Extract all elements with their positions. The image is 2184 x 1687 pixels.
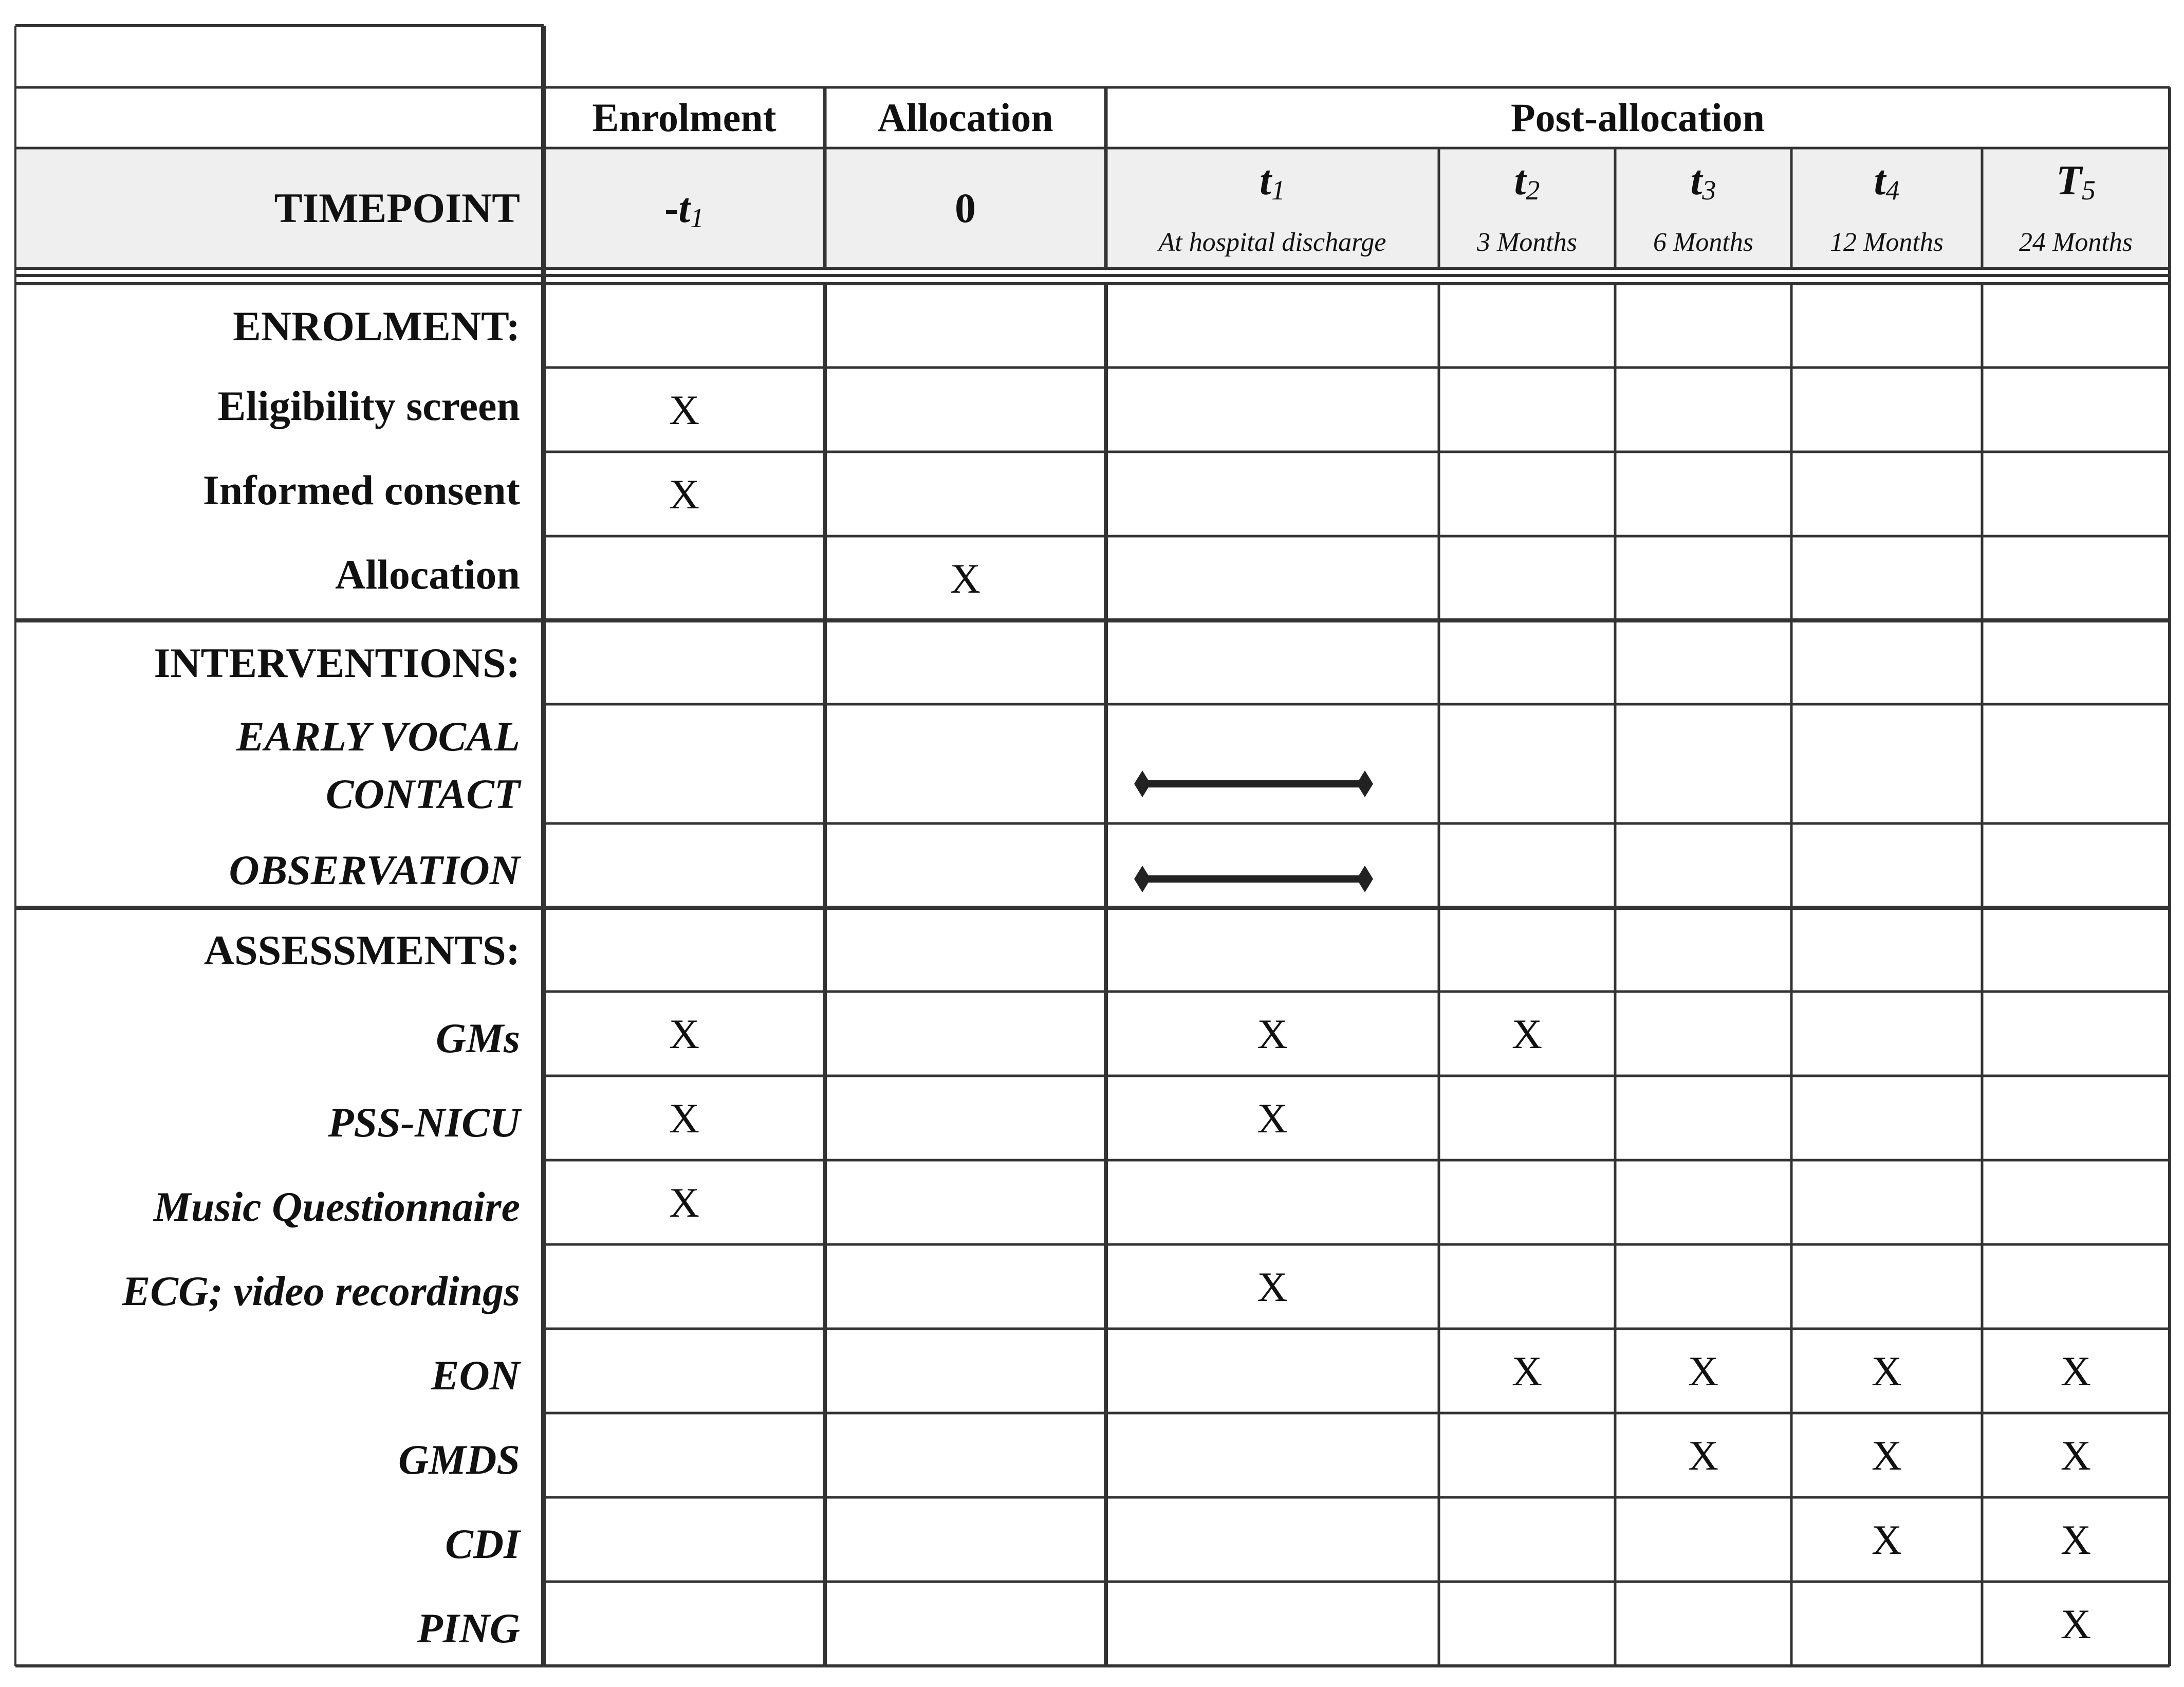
schedule-mark: X xyxy=(1688,1348,1719,1395)
schedule-mark: X xyxy=(2060,1348,2092,1395)
bar-end-diamond xyxy=(1357,866,1373,892)
schedule-mark: X xyxy=(2060,1516,2092,1563)
schedule-mark: X xyxy=(1511,1011,1543,1057)
row-label: ECG; video recordings xyxy=(122,1268,520,1314)
row-label: Allocation xyxy=(335,551,520,598)
schedule-mark: X xyxy=(669,1179,700,1226)
schedule-mark: X xyxy=(1871,1432,1902,1479)
section-title: ENROLMENT: xyxy=(233,303,520,350)
row-label: GMDS xyxy=(398,1436,520,1483)
phase-header-enrolment: Enrolment xyxy=(592,95,776,140)
timepoint-caption-4: 6 Months xyxy=(1653,228,1753,257)
timepoint-caption-6: 24 Months xyxy=(2019,228,2133,257)
schedule-mark: X xyxy=(1257,1263,1288,1310)
schedule-mark: X xyxy=(1871,1348,1902,1395)
timepoint-value-6: T5 xyxy=(2056,157,2096,206)
schedule-mark: X xyxy=(669,387,700,433)
schedule-mark: X xyxy=(1511,1348,1543,1395)
schedule-mark: X xyxy=(669,1011,700,1057)
table-text xyxy=(122,95,2133,1652)
timepoint-value-3: t2 xyxy=(1514,157,1540,206)
table-grid xyxy=(15,26,2170,1666)
schedule-mark: X xyxy=(2060,1432,2092,1479)
schedule-mark: X xyxy=(1257,1011,1288,1057)
phase-header-allocation: Allocation xyxy=(877,95,1053,140)
schedule-mark: X xyxy=(1871,1516,1902,1563)
schedule-mark: X xyxy=(950,555,981,602)
phase-header-post-allocation: Post-allocation xyxy=(1511,95,1765,140)
row-label: GMs xyxy=(435,1015,520,1061)
row-label-line: EARLY VOCAL xyxy=(236,713,520,760)
timepoint-value-4: t3 xyxy=(1690,157,1716,206)
row-label: EON xyxy=(431,1352,520,1399)
schedule-mark: X xyxy=(669,1095,700,1142)
timepoint-caption-3: 3 Months xyxy=(1477,228,1577,257)
timepoint-value-2: t1 xyxy=(1260,157,1285,206)
schedule-mark: X xyxy=(1257,1095,1288,1142)
timepoint-value-1: 0 xyxy=(955,185,976,231)
timepoint-caption-2: At hospital discharge xyxy=(1158,228,1386,257)
row-label: Eligibility screen xyxy=(217,382,520,429)
bar-start-diamond xyxy=(1134,771,1151,797)
bar-end-diamond xyxy=(1357,771,1373,797)
timepoint-value-5: t4 xyxy=(1874,157,1900,206)
row-label: Music Questionnaire xyxy=(153,1183,520,1230)
row-label: Informed consent xyxy=(202,467,520,514)
schedule-mark: X xyxy=(1688,1432,1719,1479)
schedule-mark: X xyxy=(2060,1601,2092,1647)
row-label: CDI xyxy=(445,1520,520,1567)
timepoint-caption-5: 12 Months xyxy=(1830,228,1944,257)
row-label-line: CONTACT xyxy=(325,771,520,817)
section-title: INTERVENTIONS: xyxy=(154,639,520,686)
schedule-mark: X xyxy=(669,471,700,518)
timepoint-value-0: -t1 xyxy=(664,185,705,233)
timepoint-label: TIMEPOINT xyxy=(274,185,520,231)
row-label: OBSERVATION xyxy=(229,847,520,893)
row-label: PING xyxy=(417,1605,520,1652)
bar-start-diamond xyxy=(1134,866,1151,892)
row-label: PSS-NICU xyxy=(328,1099,520,1146)
section-title: ASSESSMENTS: xyxy=(203,927,520,974)
